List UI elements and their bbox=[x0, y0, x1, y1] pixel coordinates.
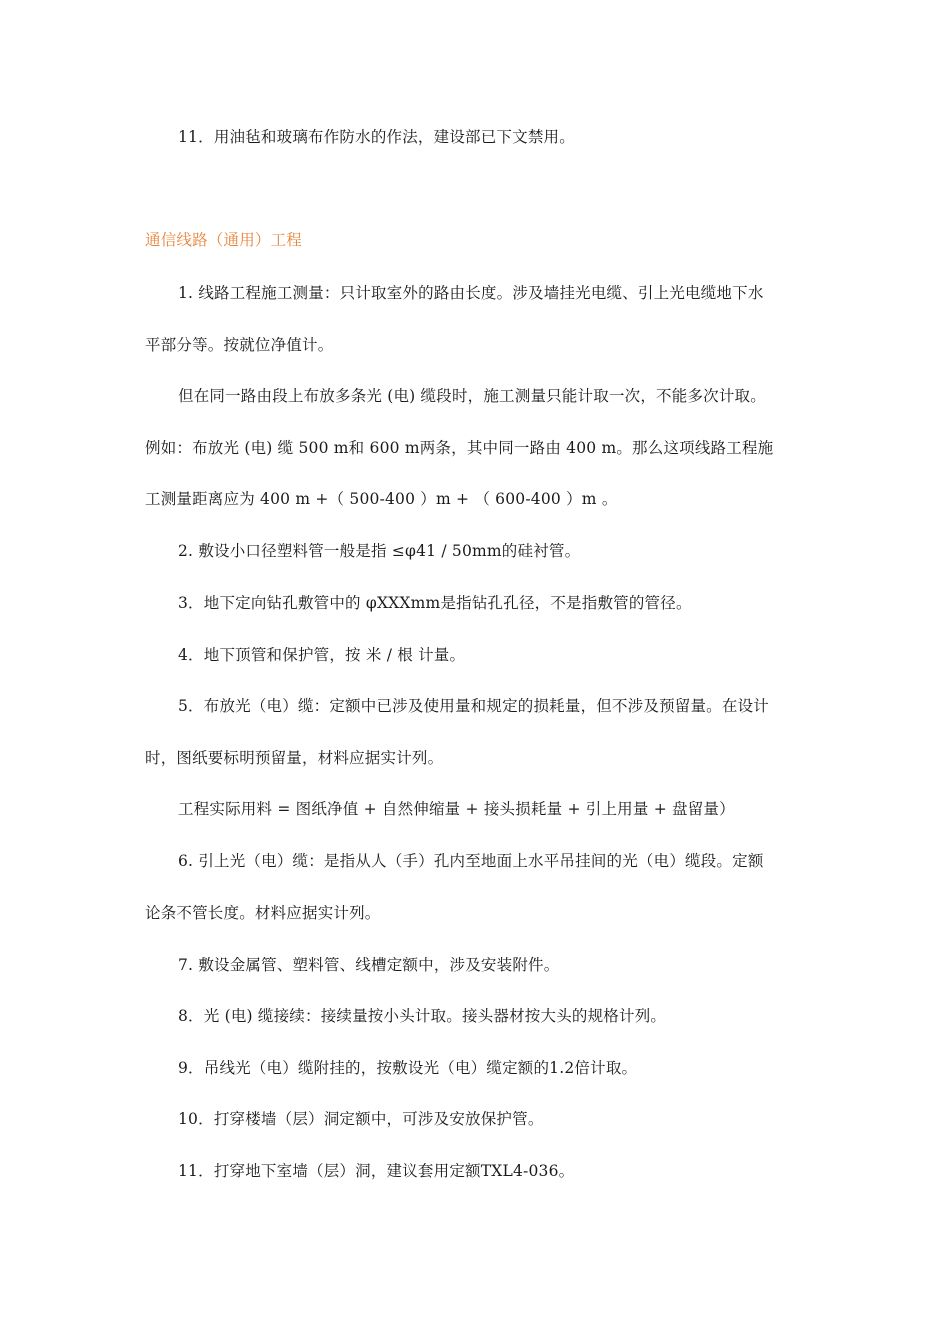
body-line: 平部分等。按就位净值计。 bbox=[145, 336, 334, 354]
body-line: 工测量距离应为 400 m +（ 500-400 ）m + （ 600-400 ）m 。 bbox=[145, 490, 618, 508]
body-line: 6. 引上光（电）缆：是指从人（手）孔内至地面上水平吊挂间的光（电）缆段。定额 bbox=[178, 852, 764, 870]
body-line: 时，图纸要标明预留量，材料应据实计列。 bbox=[145, 749, 444, 767]
body-line: 2. 敷设小口径塑料管一般是指 ≤φ41 / 50mm的硅衬管。 bbox=[178, 542, 581, 560]
body-line: 9．吊线光（电）缆附挂的，按敷设光（电）缆定额的1.2倍计取。 bbox=[178, 1059, 638, 1077]
body-line: 论条不管长度。材料应据实计列。 bbox=[145, 904, 381, 922]
intro-item: 11．用油毡和玻璃布作防水的作法，建设部已下文禁用。 bbox=[178, 128, 575, 146]
body-line: 例如：布放光 (电) 缆 500 m和 600 m两条，其中同一路由 400 m。那么这项线路工程施 bbox=[145, 439, 774, 457]
body-line: 11．打穿地下室墙（层）洞，建议套用定额TXL4-036。 bbox=[178, 1162, 575, 1180]
body-line: 10．打穿楼墙（层）洞定额中，可涉及安放保护管。 bbox=[178, 1110, 544, 1128]
body-line: 7. 敷设金属管、塑料管、线槽定额中，涉及安装附件。 bbox=[178, 956, 560, 974]
section-title: 通信线路（通用）工程 bbox=[145, 231, 303, 249]
body-line: 1. 线路工程施工测量：只计取室外的路由长度。涉及墙挂光电缆、引上光电缆地下水 bbox=[178, 284, 764, 302]
body-line: 但在同一路由段上布放多条光 (电) 缆段时，施工测量只能计取一次，不能多次计取。 bbox=[178, 387, 766, 405]
body-line: 4．地下顶管和保护管，按 米 / 根 计量。 bbox=[178, 646, 466, 664]
body-line: 5．布放光（电）缆：定额中已涉及使用量和规定的损耗量，但不涉及预留量。在设计 bbox=[178, 697, 769, 715]
body-line: 工程实际用料 = 图纸净值 + 自然伸缩量 + 接头损耗量 + 引上用量 + 盘留量） bbox=[178, 800, 735, 818]
body-line: 8．光 (电) 缆接续：接续量按小头计取。接头器材按大头的规格计列。 bbox=[178, 1007, 667, 1025]
body-line: 3．地下定向钻孔敷管中的 φXXXmm是指钻孔孔径，不是指敷管的管径。 bbox=[178, 594, 692, 612]
